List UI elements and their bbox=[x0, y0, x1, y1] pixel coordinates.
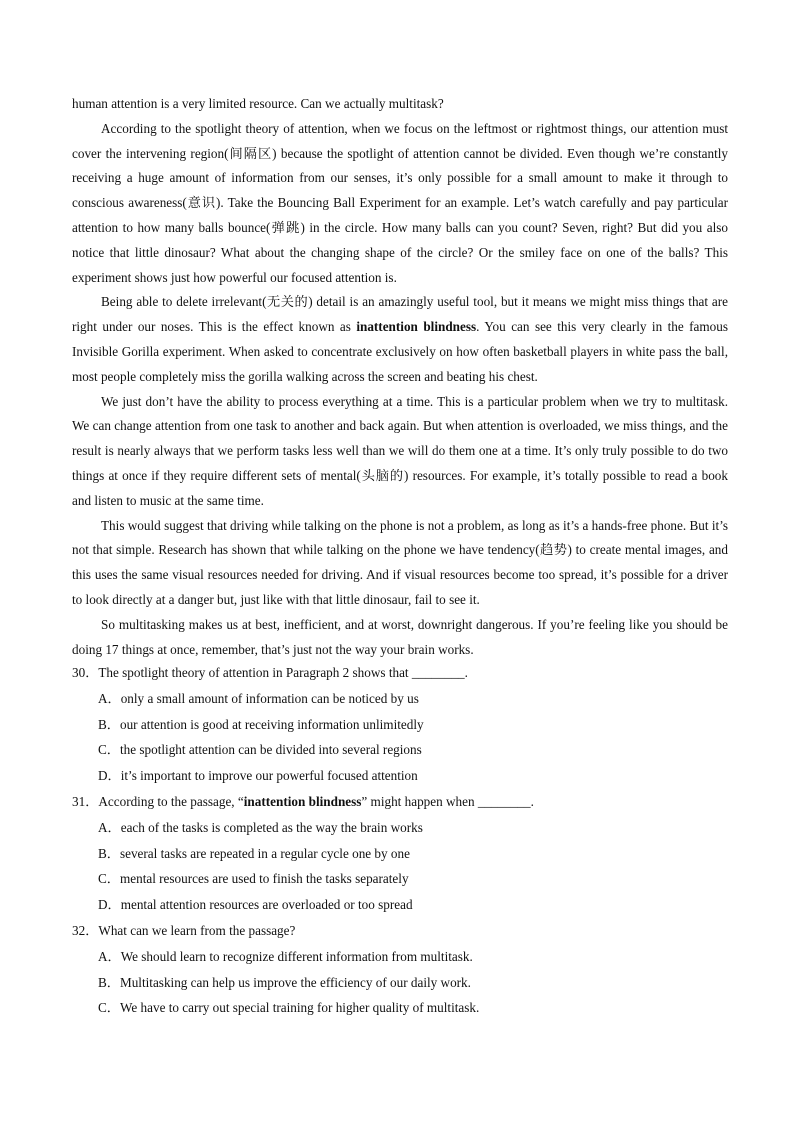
question-stem-text-a: 31．According to the passage, “ bbox=[72, 793, 244, 809]
paragraph-2: According to the spotlight theory of attention, when we focus on the leftmost or rightmost things, our attention must cover the intervening region(间隔区) because the spotlight of attention cannot be divided. Even though we’re constantly receiving a huge amount of information from our senses, it’s only possible for a small amount to make it through to conscious awareness(意识). Take the Bouncing Ball Experiment for an example. Let’s watch carefully and pay particular attention to how many balls bounce(弹跳) in the circle. How many balls can you count? Seven, right? But did you also notice that little dinosaur? What about the changing shape of the circle? Or the smiley face on one of the balls? This experiment shows just how powerful our focused attention is. bbox=[72, 120, 728, 285]
reading-passage bbox=[72, 92, 728, 662]
question-stem: 30．The spotlight theory of attention in Paragraph 2 shows that ________. bbox=[72, 665, 468, 680]
option-b: B．several tasks are repeated in a regular cycle one by one bbox=[98, 845, 410, 861]
option-b: B．Multitasking can help us improve the efficiency of our daily work. bbox=[98, 974, 471, 990]
question-stem-text-b: ” might happen when ________. bbox=[361, 793, 534, 809]
question-stem: 32．What can we learn from the passage? bbox=[72, 922, 296, 938]
option-c: C．mental resources are used to finish the tasks separately bbox=[98, 871, 409, 887]
inattention-blindness-term: inattention blindness bbox=[243, 793, 362, 809]
paragraph-3 bbox=[72, 290, 728, 389]
inattention-blindness-term: inattention blindness bbox=[356, 319, 477, 335]
paragraph-4: We just don’t have the ability to process everything at a time. This is a particular problem when we try to multitask. We can change attention from one task to another and back again. But when attention is overloaded, we miss things, and the result is nearly always that we perform tasks less well than we will do them one at a time. It’s only truly possible to do two things at once if they require different sets of mental(头脑的) resources. For example, it’s totally possible to read a book and listen to music at the same time. bbox=[72, 393, 728, 508]
option-d: D．mental attention resources are overloaded or too spread bbox=[98, 897, 413, 913]
paragraph-5: This would suggest that driving while talking on the phone is not a problem, as long as it’s a hands-free phone. But it’s not that simple. Research has shown that while talking on the phone we have tendency(趋势) to create mental images, and this uses the same visual resources needed for driving. And if visual resources become too spread, it’s possible for a driver to look directly at a danger but, just like with that little dinosaur, fail to see it. bbox=[72, 517, 728, 607]
question-stem bbox=[72, 789, 728, 815]
option-a: A．each of the tasks is completed as the way the brain works bbox=[98, 819, 423, 835]
question-list bbox=[72, 660, 728, 1021]
question-32 bbox=[72, 918, 728, 1021]
paragraph-3-text-a: Being able to delete irrelevant(无关的) detail is an amazingly useful tool, but it means we might miss things that are right under our noses. This is the effect known as bbox=[72, 294, 728, 335]
paragraph-1-continued: human attention is a very limited resource. Can we actually multitask? bbox=[72, 96, 444, 111]
question-30 bbox=[72, 660, 728, 789]
option-d: D．it’s important to improve our powerful focused attention bbox=[98, 768, 418, 784]
option-a: A．We should learn to recognize different information from multitask. bbox=[98, 948, 473, 964]
paragraph-3-text-b: . You can see this very clearly in the famous Invisible Gorilla experiment. When asked to concentrate exclusively on how often basketball players in white pass the ball, most people completely miss the gorilla walking across the screen and beating his chest. bbox=[72, 319, 728, 384]
option-c: C．We have to carry out special training for higher quality of multitask. bbox=[98, 1000, 480, 1016]
question-31 bbox=[72, 789, 728, 918]
option-a: A．only a small amount of information can be noticed by us bbox=[98, 690, 419, 706]
option-c: C．the spotlight attention can be divided into several regions bbox=[98, 742, 422, 758]
paragraph-6: So multitasking makes us at best, inefficient, and at worst, downright dangerous. If you’re feeling like you should be doing 17 things at once, remember, that’s just not the way your brain works. bbox=[72, 616, 728, 657]
option-b: B．our attention is good at receiving information unlimitedly bbox=[98, 716, 424, 732]
